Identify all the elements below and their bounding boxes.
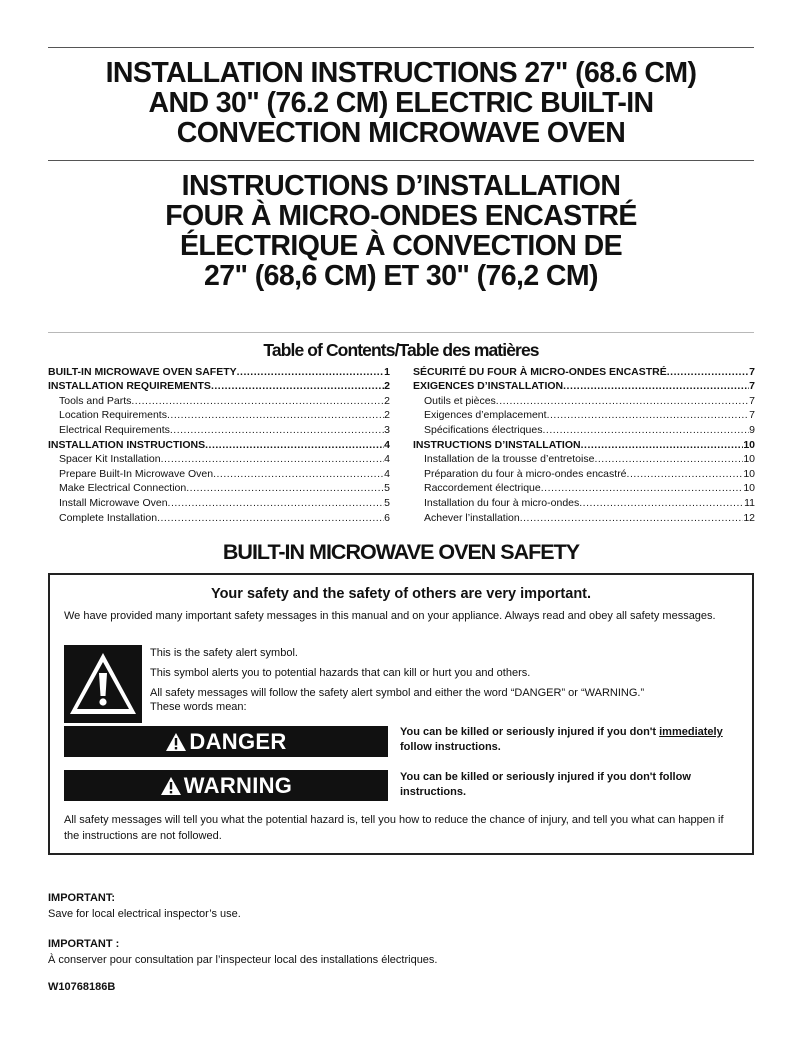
toc-entry-page: 2 xyxy=(384,394,390,407)
toc-entry-page: 2 xyxy=(384,409,390,422)
toc-entry-page: 7 xyxy=(749,365,755,378)
toc-entry[interactable] xyxy=(48,452,390,467)
warning-description: You can be killed or seriously injured if you don't follow instructions. xyxy=(400,771,691,798)
danger-label: DANGER xyxy=(189,729,287,754)
title-fr-line-1: INSTRUCTIONS D’INSTALLATION xyxy=(181,170,621,202)
danger-signal-bar xyxy=(64,726,388,757)
toc-entry[interactable] xyxy=(48,379,390,394)
toc-entry-page: 11 xyxy=(744,496,755,509)
title-fr-line-2: FOUR À MICRO-ONDES ENCASTRÉ xyxy=(165,200,637,232)
toc-entry-page: 10 xyxy=(743,453,755,466)
toc-entry-label: Installation de la trousse d’entretoise xyxy=(424,453,595,466)
toc-entry[interactable] xyxy=(413,466,755,481)
important-fr-text: À conserver pour consultation par l’inspecteur local des installations électriques. xyxy=(48,954,438,966)
important-fr-label: IMPORTANT : xyxy=(48,938,120,950)
toc-entry[interactable] xyxy=(413,422,755,437)
alert-line: These words mean: xyxy=(150,701,247,713)
toc-entry[interactable] xyxy=(413,379,755,394)
alert-triangle-icon xyxy=(160,776,182,796)
title-divider xyxy=(48,160,754,161)
toc-entry-page: 2 xyxy=(384,380,390,393)
toc-column-english xyxy=(48,364,390,525)
title-en-line-2: AND 30" (76.2 CM) ELECTRIC BUILT-IN xyxy=(148,87,654,119)
title-fr-line-3: ÉLECTRIQUE À CONVECTION DE xyxy=(179,230,622,262)
title-en-line-1: INSTALLATION INSTRUCTIONS 27" (68.6 CM) xyxy=(105,57,697,89)
toc-entry-page: 7 xyxy=(749,394,755,407)
toc-entry[interactable] xyxy=(48,364,390,379)
toc-entry[interactable] xyxy=(413,364,755,379)
toc-entry-label: Tools and Parts xyxy=(59,394,132,407)
toc-entry-page: 10 xyxy=(743,438,755,451)
toc-entry-label: INSTALLATION REQUIREMENTS xyxy=(48,380,211,393)
toc-entry[interactable] xyxy=(413,495,755,510)
toc-entry-label: Electrical Requirements xyxy=(59,423,170,436)
toc-entry[interactable] xyxy=(48,393,390,408)
toc-entry-page: 9 xyxy=(749,423,755,436)
safety-headline: Your safety and the safety of others are very important. xyxy=(210,586,592,602)
toc-entry[interactable] xyxy=(48,481,390,496)
toc-entry-page: 4 xyxy=(384,453,390,466)
toc-top-rule xyxy=(48,332,754,333)
title-french xyxy=(48,171,754,291)
warning-triangle-icon xyxy=(64,645,142,723)
toc-entry-label: Prepare Built-In Microwave Oven xyxy=(59,467,214,480)
toc-entry-page: 5 xyxy=(384,496,390,509)
toc-entry-page: 12 xyxy=(743,511,755,524)
toc-entry-label: Spacer Kit Installation xyxy=(59,453,161,466)
toc-entry-label: Exigences d’emplacement xyxy=(424,409,547,422)
toc-entry[interactable] xyxy=(413,510,755,525)
toc-entry-page: 5 xyxy=(384,482,390,495)
safety-section-heading: BUILT-IN MICROWAVE OVEN SAFETY xyxy=(222,540,580,564)
toc-entry-label: EXIGENCES D’INSTALLATION xyxy=(413,380,564,393)
toc-entry[interactable] xyxy=(413,481,755,496)
toc-entry-label: Raccordement électrique xyxy=(424,482,541,495)
alert-line: This is the safety alert symbol. xyxy=(150,647,298,659)
toc-entry[interactable] xyxy=(413,408,755,423)
title-english xyxy=(48,58,754,148)
title-fr-line-4: 27" (68,6 CM) ET 30" (76,2 CM) xyxy=(204,260,598,292)
toc-entry-label: Préparation du four à micro-ondes encastré xyxy=(424,467,627,480)
toc-entry-page: 4 xyxy=(384,438,390,451)
toc-entry-label: BUILT-IN MICROWAVE OVEN SAFETY xyxy=(48,365,237,378)
toc-entry-page: 6 xyxy=(384,511,390,524)
toc-entry-label: Outils et pièces xyxy=(424,394,496,407)
toc-heading: Table of Contents/Table des matières xyxy=(263,340,539,360)
warning-signal-bar xyxy=(64,770,388,801)
toc-entry-page: 10 xyxy=(743,482,755,495)
toc-entry[interactable] xyxy=(413,452,755,467)
toc-entry-page: 7 xyxy=(749,409,755,422)
toc-entry[interactable] xyxy=(48,408,390,423)
toc-entry-page: 1 xyxy=(384,365,390,378)
toc-entry-label: Spécifications électriques xyxy=(424,423,543,436)
toc-entry[interactable] xyxy=(48,495,390,510)
toc-entry-label: INSTRUCTIONS D’INSTALLATION xyxy=(413,438,581,451)
toc-entry-label: Install Microwave Oven xyxy=(59,496,168,509)
toc-entry-label: Achever l’installation xyxy=(424,511,520,524)
safety-box xyxy=(48,573,754,855)
toc-entry[interactable] xyxy=(48,422,390,437)
toc-entry-page: 3 xyxy=(384,423,390,436)
top-rule xyxy=(48,47,754,48)
title-en-line-3: CONVECTION MICROWAVE OVEN xyxy=(176,117,626,149)
toc-entry-label: Installation du four à micro-ondes xyxy=(424,496,580,509)
alert-line: This symbol alerts you to potential hazards that can kill or hurt you and others. xyxy=(150,667,531,679)
toc-column-french xyxy=(413,364,755,525)
toc-entry[interactable] xyxy=(413,393,755,408)
safety-outro: All safety messages will tell you what the potential hazard is, tell you how to reduce the chance of injury, and tell you what can happen if the instructions are not followed. xyxy=(64,814,724,842)
alert-triangle-icon xyxy=(165,732,187,752)
toc-entry[interactable] xyxy=(48,466,390,481)
toc-entry-page: 7 xyxy=(749,380,755,393)
danger-description: You can be killed or seriously injured if you don't immediately follow instructions. xyxy=(400,726,723,753)
important-en-text: Save for local electrical inspector’s use. xyxy=(48,908,241,920)
warning-label: WARNING xyxy=(183,773,293,798)
toc-entry-page: 4 xyxy=(384,467,390,480)
safety-intro: We have provided many important safety messages in this manual and on your appliance. Always read and obey all safety messages. xyxy=(64,610,716,622)
toc-entry-page: 10 xyxy=(743,467,755,480)
toc-entry-label: Complete Installation xyxy=(59,511,158,524)
important-en-label: IMPORTANT: xyxy=(48,892,116,904)
toc-entry[interactable] xyxy=(48,437,390,452)
part-number: W10768186B xyxy=(48,981,116,993)
toc-entry-label: SÉCURITÉ DU FOUR À MICRO-ONDES ENCASTRÉ xyxy=(413,365,667,378)
toc-entry-label: Location Requirements xyxy=(59,409,167,422)
toc-entry[interactable] xyxy=(413,437,755,452)
alert-line: All safety messages will follow the safety alert symbol and either the word “DANGER” or “WARNING.” xyxy=(150,687,645,699)
toc-entry-label: INSTALLATION INSTRUCTIONS xyxy=(48,438,206,451)
toc-entry[interactable] xyxy=(48,510,390,525)
toc-entry-label: Make Electrical Connection xyxy=(59,482,187,495)
